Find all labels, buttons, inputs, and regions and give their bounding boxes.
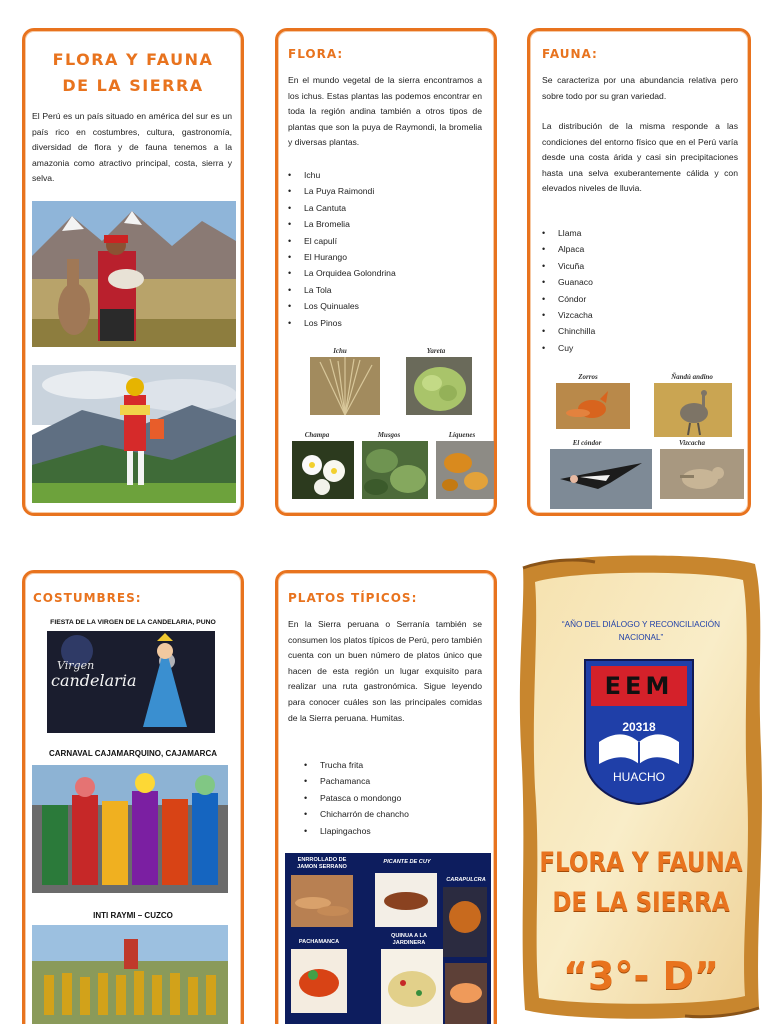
fauna-list <box>542 225 732 356</box>
list-item: • La Bromelia <box>288 216 478 232</box>
platos-collage <box>285 853 491 1024</box>
panel-platos <box>275 570 497 1024</box>
caption-carnaval: CARNAVAL CAJAMARQUINO, CAJAMARCA <box>49 749 217 758</box>
logo-letters: EEM <box>604 672 674 700</box>
flora-heading: FLORA: <box>288 47 344 61</box>
label-pachamanca: PACHAMANCA <box>298 939 340 945</box>
photo-scissors-dancer <box>32 365 236 503</box>
platos-heading: PLATOS TÍPICOS: <box>288 591 418 605</box>
label-jamon-serrano: ENRROLLADO DE JAMON SERRANO <box>297 857 347 870</box>
fauna-paragraph-2: La distribución de la misma responde a las condiciones del entorno físico que en el Perú varía desde una costa árida y casi sin precipitaciones hasta una selva exuberantemente cálida y con elevados niveles de lluvia. <box>542 121 738 194</box>
logo-number: 20318 <box>622 720 656 734</box>
photo-liquenes <box>436 441 494 499</box>
intro-title-line1: FLORA Y FAUNA <box>52 50 214 69</box>
photo-nandu <box>654 383 732 437</box>
list-item: • Ichu <box>288 167 478 183</box>
list-item: • Chinchilla <box>542 323 732 339</box>
list-item: • El capulí <box>288 233 478 249</box>
list-item: • Trucha frita <box>304 757 474 773</box>
list-item: • Los Pinos <box>288 315 478 331</box>
list-item: • La Orquidea Golondrina <box>288 265 478 281</box>
intro-title-line2: DE LA SIERRA <box>62 76 204 95</box>
candelaria-text-2: candelaria <box>51 671 137 690</box>
photo-condor <box>550 449 652 509</box>
list-item: • Llama <box>542 225 732 241</box>
label-quinua: QUINUA A LA JARDINERA <box>390 933 428 946</box>
intro-paragraph: El Perú es un país situado en américa del sur es un país rico en costumbres, cultura, gastronomía, diversidad de flora y de fauna tenemos a la amazonia como atractivo principal, costa, sierra y selva. <box>32 111 232 184</box>
label-picante-cuy: PICANTE DE CUY <box>383 859 431 865</box>
cover-title-line1: FLORA Y FAUNA <box>539 848 743 878</box>
panel-fauna <box>527 28 751 516</box>
flora-caption-musgos: Musgos <box>377 431 401 439</box>
platos-list <box>304 757 474 839</box>
list-item: • Los Quinuales <box>288 298 478 314</box>
cover-scroll <box>515 548 765 1024</box>
photo-champa <box>292 441 354 499</box>
photo-carnaval <box>32 765 228 893</box>
fauna-caption-condor: El cóndor <box>572 439 602 447</box>
flora-caption-ichu: Ichu <box>333 347 347 355</box>
list-item: • Vizcacha <box>542 307 732 323</box>
platos-paragraph: En la Sierra peruana o Serranía también se consumen los platos típicos de Perú, pero también cuenta con un buen número de platos único que hacen de esta región un lugar exquisito para realizar una ruta gastronómica. Sigue leyendo para conocer cuáles son las principales comidas de la Sierra peruana. Humitas. <box>288 619 482 723</box>
list-item: • La Tola <box>288 282 478 298</box>
fauna-caption-vizcacha: Vizcacha <box>678 439 706 447</box>
flora-caption-yareta: Yareta <box>426 347 446 355</box>
fauna-caption-zorros: Zorros <box>578 373 598 381</box>
cover-grade: “3°- D” <box>563 954 719 998</box>
panel-flora <box>275 28 497 516</box>
list-item: • Guanaco <box>542 274 732 290</box>
photo-yareta <box>406 357 472 415</box>
list-item: • Cóndor <box>542 291 732 307</box>
photo-candelaria <box>47 631 215 733</box>
fauna-paragraph-1: Se caracteriza por una abundancia relativa pero sobre todo por su gran variedad. <box>542 75 738 101</box>
candelaria-text-1: Virgen <box>57 659 95 672</box>
cover-motto: “AÑO DEL DIÁLOGO Y RECONCILIACIÓN NACIONAL” <box>561 620 721 642</box>
label-carapulcra: CARAPULCRA <box>446 877 486 883</box>
list-item: • Alpaca <box>542 241 732 257</box>
logo-city: HUACHO <box>612 770 665 784</box>
list-item: • El Hurango <box>288 249 478 265</box>
list-item: • Vicuña <box>542 258 732 274</box>
list-item: • La Puya Raimondi <box>288 183 478 199</box>
fauna-heading: FAUNA: <box>542 47 598 61</box>
cover-title-line2: DE LA SIERRA <box>552 888 730 918</box>
panel-costumbres <box>22 570 244 1024</box>
flora-paragraph: En el mundo vegetal de la sierra encontramos a los ichus. Estas plantas las podemos encontrar en toda la región andina también a otros tipos de plantas que son la puya de Raymondi, la bromelia y diversas plantas. <box>288 75 482 148</box>
list-item: • Pachamanca <box>304 773 474 789</box>
list-item: • Chicharrón de chancho <box>304 806 474 822</box>
flora-list <box>288 167 478 331</box>
photo-zorro <box>556 383 630 429</box>
photo-ichu <box>310 357 380 415</box>
school-logo <box>581 656 697 806</box>
list-item: • Cuy <box>542 340 732 356</box>
flora-caption-champa: Champa <box>304 431 330 439</box>
photo-andean-woman-alpaca <box>32 201 236 347</box>
photo-vizcacha <box>660 449 744 499</box>
list-item: • La Cantuta <box>288 200 478 216</box>
flora-caption-liquenes: Líquenes <box>448 431 476 439</box>
photo-inti-raymi <box>32 925 228 1024</box>
caption-candelaria: FIESTA DE LA VIRGEN DE LA CANDELARIA, PUNO <box>50 619 216 626</box>
photo-musgos <box>362 441 428 499</box>
fauna-caption-nandu: Ñandú andino <box>671 373 713 381</box>
list-item: • Llapingachos <box>304 823 474 839</box>
list-item: • Patasca o mondongo <box>304 790 474 806</box>
costumbres-heading: COSTUMBRES: <box>33 591 142 605</box>
caption-inti-raymi: INTI RAYMI – CUZCO <box>93 911 173 920</box>
panel-intro <box>22 28 244 516</box>
